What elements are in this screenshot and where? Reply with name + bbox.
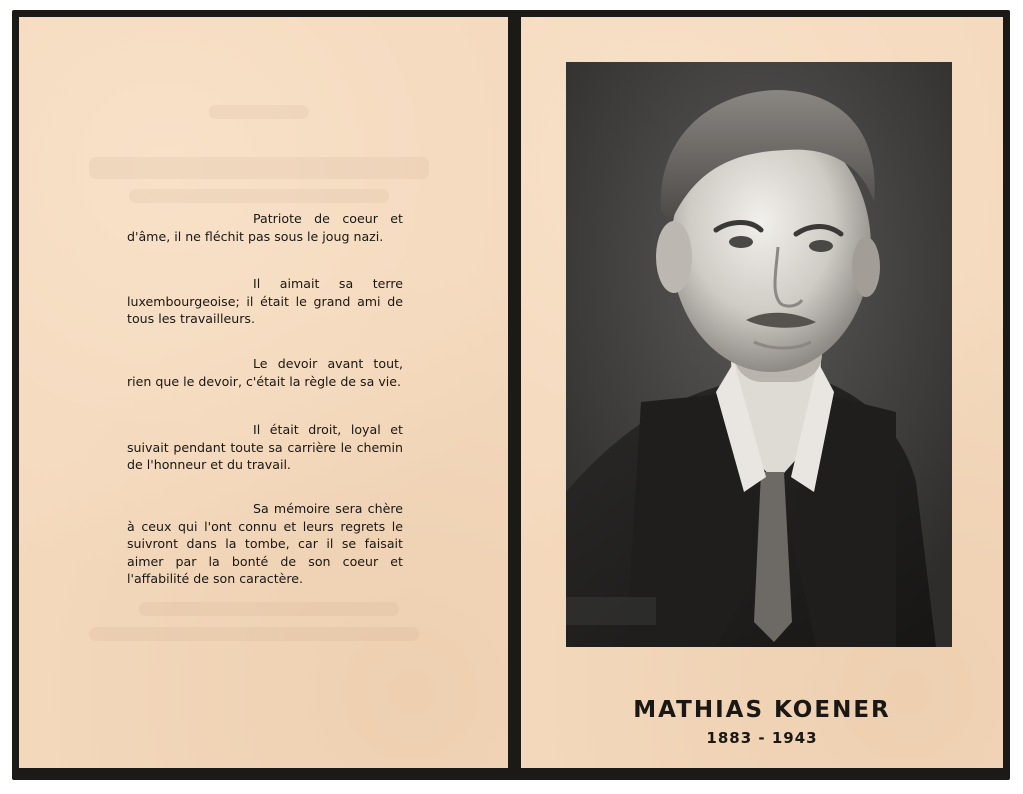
paragraph-text: Il était droit, loyal et suivait pendant toute sa carrière le chemin de l'honneur et du travail.: [127, 422, 403, 473]
memorial-paragraph: [127, 275, 403, 328]
paragraph-text: Patriote de coeur et d'âme, il ne fléchit pas sous le joug nazi.: [127, 211, 403, 244]
memorial-paragraph: [127, 500, 403, 588]
memorial-paragraph: [127, 421, 403, 474]
right-page: [521, 17, 1003, 768]
memorial-paragraph: [127, 355, 403, 390]
paragraph-text: Le devoir avant tout, rien que le devoir, c'était la règle de sa vie.: [127, 356, 403, 389]
show-through: [89, 157, 429, 179]
portrait-image: [566, 62, 952, 647]
deceased-name: MATHIAS KOENER: [633, 697, 891, 723]
show-through: [139, 602, 399, 616]
memorial-card: [12, 10, 1010, 780]
left-page: [19, 17, 508, 768]
life-years: 1883 - 1943: [706, 729, 818, 747]
paragraph-text: Sa mémoire sera chère à ceux qui l'ont connu et leurs regrets le suivront dans la tombe, car il se faisait aimer par la bonté de son coeur et l'affabilité de son caractère.: [127, 501, 403, 587]
show-through: [89, 627, 419, 641]
paragraph-text: Il aimait sa terre luxembourgeoise; il était le grand ami de tous les travailleurs.: [127, 276, 403, 327]
show-through: [129, 189, 389, 203]
show-through: [209, 105, 309, 119]
portrait-photo: [566, 62, 952, 647]
memorial-paragraph: [127, 210, 403, 245]
